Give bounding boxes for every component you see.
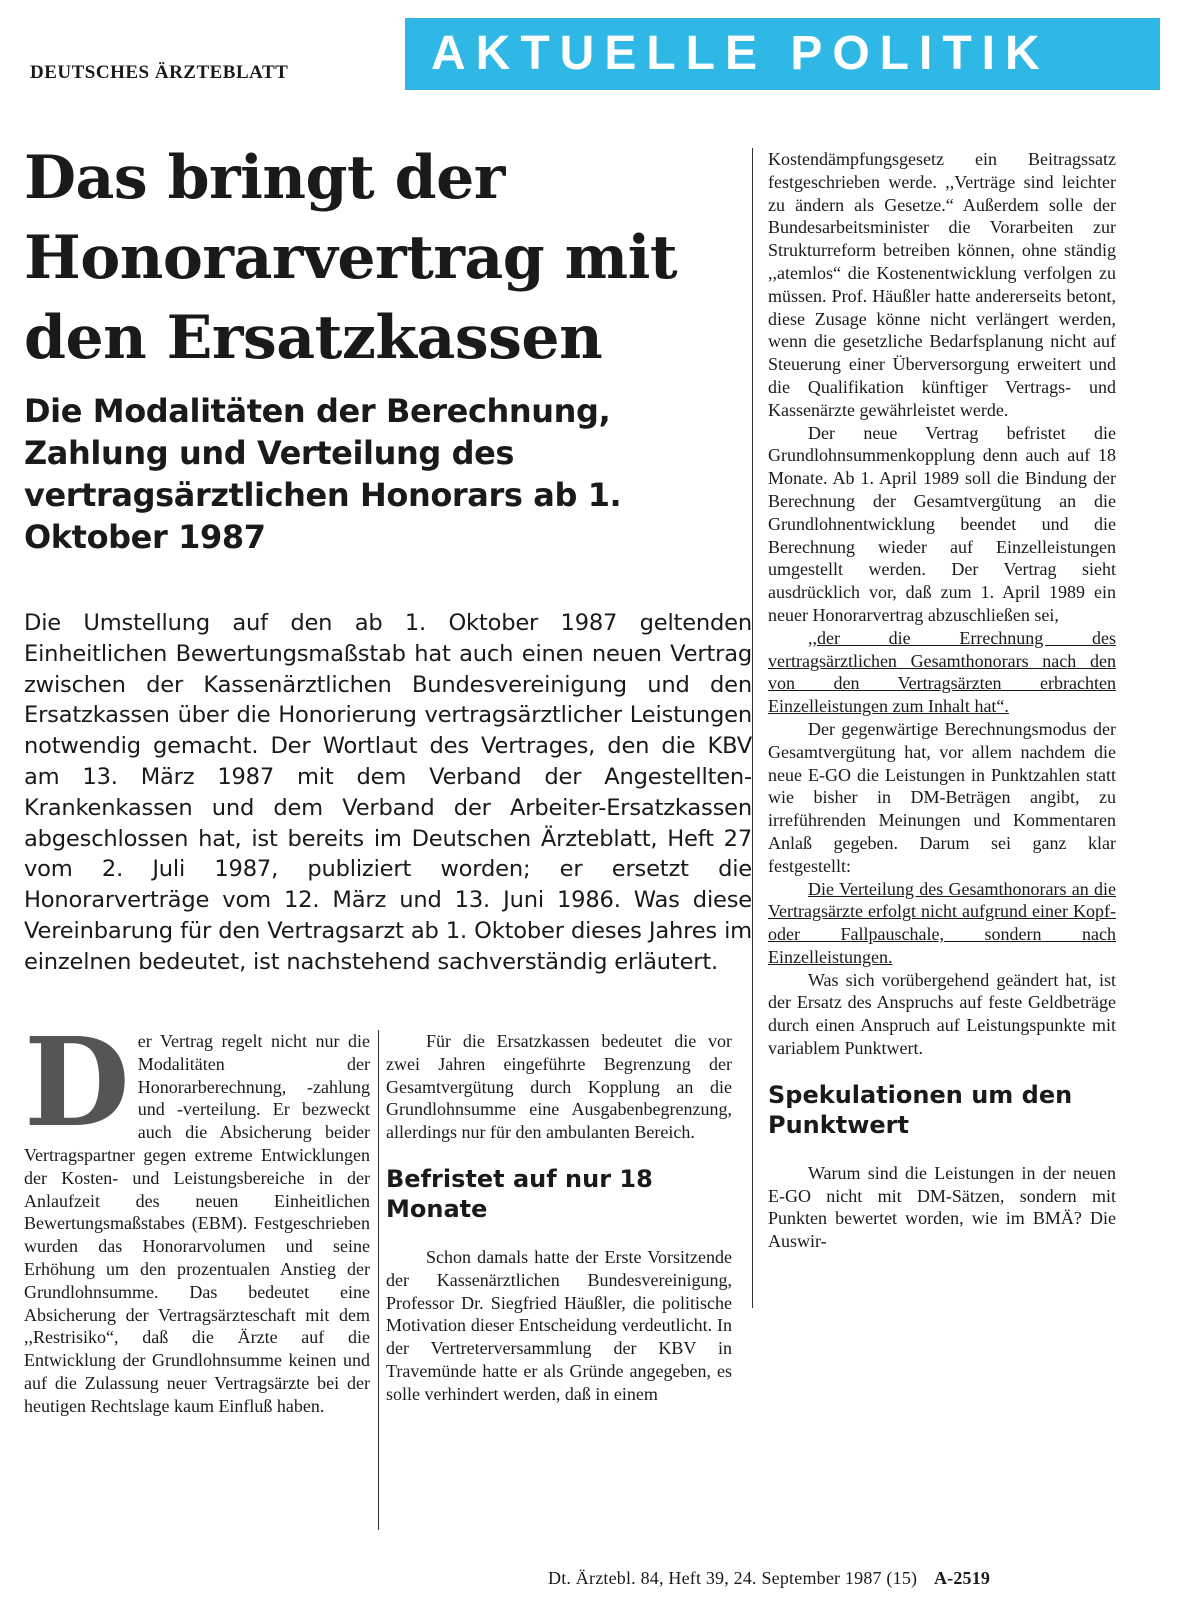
paragraph: Der gegenwärtige Berechnungsmodus der Gesamtvergütung hat, vor allem nachdem die neue E-GO die Leistungen in Punktzahlen statt wie bisher in DM-Beträgen angibt, zu irreführenden Meinungen und Kommentaren Anlaß gegeben. Darum sei ganz klar festgestellt: [768,718,1116,876]
section-banner: AKTUELLE POLITIK [405,18,1160,90]
page-footer [548,1568,990,1589]
citation: Dt. Ärztebl. 84, Heft 39, 24. September 1987 (15) [548,1568,918,1588]
drop-cap: D [24,1010,130,1154]
paragraph: Warum sind die Leistungen in der neuen E-GO nicht mit DM-Sätzen, sondern mit Punkten bewertet worden, wie im BMÄ? Die Auswir- [768,1162,1116,1252]
column-rule [378,1030,379,1530]
column-2 [386,1030,732,1406]
paragraph: Für die Ersatzkassen bedeutet die vor zwei Jahren eingeführte Begrenzung der Gesamtvergütung durch Kopplung an die Grundlohnsumme eine Ausgabenbegrenzung, allerdings nur für den ambulanten Bereich. [386,1031,732,1143]
subheading: Spekulationen um den Punktwert [768,1080,1073,1139]
masthead: DEUTSCHES ÄRZTEBLATT [30,62,289,83]
subheading: Befristet auf nur 18 Monate [386,1164,653,1223]
article-lead: Die Umstellung auf den ab 1. Oktober 1987 geltenden Einheitlichen Bewertungsmaßstab hat auch einen neuen Vertrag zwischen der Kassenärztlichen Bundesvereinigung und den Ersatzkassen über die Honorierung vertragsärztlicher Leistungen notwendig gemacht. Der Wortlaut des Vertrages, den die KBV am 13. März 1987 mit dem Verband der Angestellten-Krankenkassen und dem Verband der Arbeiter-Ersatzkassen abgeschlossen hat, ist bereits im Deutschen Ärzteblatt, Heft 27 vom 2. Juli 1987, publiziert worden; er ersetzt die Honorarverträge vom 12. März und 13. Juni 1986. Was diese Vereinbarung für den Vertragsarzt ab 1. Oktober dieses Jahres im einzelnen bedeutet, ist nachstehend sachverständig erläutert. [24,610,752,975]
paragraph: Der neue Vertrag befristet die Grundlohnsummenkopplung denn auch auf 18 Monate. Ab 1. April 1989 soll die Bindung der Berechnung der Gesamtvergütung an die Grundlohnentwicklung beendet und die Berechnung wieder auf Einzelleistungen umgestellt werden. Der Vertrag sieht ausdrücklich vor, daß zum 1. April 1989 ein neuer Honorarvertrag abzuschließen sei, [768,422,1116,625]
paragraph: Schon damals hatte der Erste Vorsitzende der Kassenärztlichen Bundesvereinigung, Professor Dr. Siegfried Häußler, die politische Motivation dieser Entscheidung verdeutlicht. In der Vertreterversammlung der KBV in Travemünde hatte er als Gründe angegeben, es solle verhindert werden, daß in einem [386,1246,732,1404]
paragraph: er Vertrag regelt nicht nur die Modalitäten der Honorarberechnung, -zahlung und -verteilung. Er bezweckt auch die Absicherung beider Vertragspartner gegen extreme Entwicklungen der Kosten- und Leistungsbereiche in der Anlaufzeit des neuen Einheitlichen Bewertungsmaßstabes (EBM). Festgeschrieben wurden das Honorarvolumen und seine Erhöhung um den prozentualen Anstieg der Grundlohnsumme. Das bedeutet eine Absicherung der Vertragsärzteschaft mit dem ,,Restrisiko“, daß die Ärzte auf die Entwicklung der Grundlohnsumme keinen und auf die Zulassung neuer Vertragsärzte bei der heutigen Rechtslage kaum Einfluß haben. [24,1031,370,1416]
column-1 [24,1010,370,1418]
column-rule [752,148,753,1308]
column-3 [768,148,1116,1253]
quote: Die Verteilung des Gesamthonorars an die Vertragsärzte erfolgt nicht aufgrund einer Kopf- oder Fallpauschale, sondern nach Einzelleistungen. [768,878,1116,967]
article-title: Das bringt der Honorarvertrag mit den Ersatzkassen [24,143,678,373]
paragraph: Kostendämpfungsgesetz ein Beitragssatz festgeschrieben werde. ,,Verträge sind leichter zu ändern als Gesetze.“ Außerdem solle der Bundesarbeitsminister die Vorarbeiten zur Strukturreform betreiben können, ohne ständig ,,atemlos“ die Kostenentwicklung verfolgen zu müssen. Prof. Häußler hatte andererseits betont, diese Zusage könne nicht verlängert werden, wenn die gesetzliche Bedarfsplanung nicht auf Steuerung einer Überversorgung erweitert und die Qualifikation künftiger Vertrags- und Kassenärzte gewährleistet werde. [768,149,1116,420]
article-subtitle: Die Modalitäten der Berechnung, Zahlung und Verteilung des vertragsärztlichen Honorars ab 1. Oktober 1987 [24,392,622,556]
paragraph: Was sich vorübergehend geändert hat, ist der Ersatz des Anspruchs auf feste Geldbeträge durch einen Anspruch auf Leistungspunkte mit variablem Punktwert. [768,969,1116,1059]
page-number: A-2519 [933,1568,991,1588]
quote: ,,der die Errechnung des vertragsärztlichen Gesamthonorars nach den von den Vertragsärzten erbrachten Einzelleistungen zum Inhalt hat“. [768,627,1116,717]
